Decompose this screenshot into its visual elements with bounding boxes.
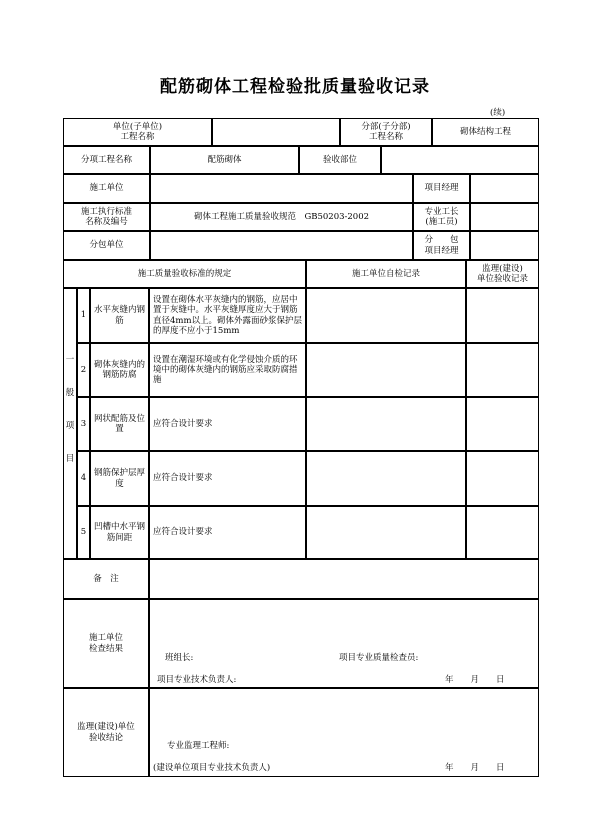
general-items-char-3: 项: [65, 420, 75, 431]
general-items-char-2: 般: [65, 387, 75, 398]
item-number: 2: [77, 343, 90, 397]
sub-item-label: 分项工程名称: [63, 146, 150, 174]
item-self-check-cell[interactable]: [306, 343, 466, 397]
item-name: 砌体灰缝内的钢筋防腐: [90, 343, 149, 397]
general-items-char-4: 目: [65, 453, 75, 464]
subcontract-pm-label-line1: 分 包: [424, 235, 459, 246]
owner-tech-lead-label: (建设单位项目专业技术负责人): [153, 763, 271, 773]
item-name: 水平灰缝内钢筋: [90, 288, 149, 343]
supervision-column-header: [466, 260, 539, 288]
supervision-conclusion-label: [63, 688, 149, 777]
tech-lead-label: 项目专业技术负责人:: [157, 675, 237, 685]
item-number: 5: [77, 506, 90, 559]
subcontract-pm-label: [413, 231, 470, 260]
inspection-form: [63, 118, 539, 777]
sub-item-value[interactable]: 配筋砌体: [150, 146, 299, 174]
acceptance-part-label: 验收部位: [299, 146, 381, 174]
construction-unit-label: 施工单位: [63, 174, 150, 203]
foreman-value[interactable]: [470, 203, 539, 231]
subcontract-unit-value[interactable]: [150, 231, 413, 260]
item-requirement: 设置在潮湿环境或有化学侵蚀介质的环境中的砌体灰缝内的钢筋应采取防腐措施: [149, 343, 306, 397]
foreman-label: [413, 203, 470, 231]
item-name: 网状配筋及位置: [90, 397, 149, 451]
continued-mark: (续): [490, 108, 506, 118]
item-supervision-cell[interactable]: [466, 506, 539, 559]
standard-label-line2: 名称及编号: [85, 217, 128, 227]
unit-project-value[interactable]: [212, 118, 340, 146]
item-self-check-cell[interactable]: [306, 397, 466, 451]
supervision-conclusion-label-line1: 监理(建设)单位: [77, 722, 135, 733]
construction-unit-value[interactable]: [150, 174, 413, 203]
item-requirement: 应符合设计要求: [149, 397, 306, 451]
standard-value[interactable]: 砌体工程施工质量验收规范 GB50203-2002: [150, 203, 413, 231]
standard-label: [63, 203, 150, 231]
general-items-label: [63, 288, 77, 559]
item-number: 3: [77, 397, 90, 451]
standard-label-line1: 施工执行标准: [80, 206, 132, 217]
sub-division-label: [340, 118, 432, 146]
subcontract-unit-label: 分包单位: [63, 231, 150, 260]
standard-column-header: 施工质量验收标准的规定: [63, 260, 306, 288]
item-number: 1: [77, 288, 90, 343]
sub-division-label-line2: 工程名称: [368, 132, 403, 142]
item-supervision-cell[interactable]: [466, 288, 539, 343]
quality-inspector-label: 项目专业质量检查员:: [339, 653, 419, 663]
project-manager-label: 项目经理: [413, 174, 470, 203]
item-name: 钢筋保护层厚度: [90, 451, 149, 506]
sub-division-label-line1: 分部(子分部): [361, 121, 411, 132]
supervising-engineer-label: 专业监理工程师:: [167, 741, 230, 751]
unit-project-label-line1: 单位(子单位): [112, 121, 163, 132]
item-number: 4: [77, 451, 90, 506]
item-requirement: 应符合设计要求: [149, 451, 306, 506]
unit-project-label: [63, 118, 212, 146]
item-self-check-cell[interactable]: [306, 506, 466, 559]
project-manager-value[interactable]: [470, 174, 539, 203]
item-supervision-cell[interactable]: [466, 343, 539, 397]
page-title: 配筋砌体工程检验批质量验收记录: [160, 77, 430, 97]
item-self-check-cell[interactable]: [306, 288, 466, 343]
item-supervision-cell[interactable]: [466, 451, 539, 506]
subcontract-pm-label-line2: 项目经理: [424, 245, 459, 256]
construction-check-label-line2: 检查结果: [88, 643, 123, 654]
item-requirement: 应符合设计要求: [149, 506, 306, 559]
subcontract-pm-value[interactable]: [470, 231, 539, 260]
team-leader-label: 班组长:: [165, 653, 194, 663]
foreman-label-line2: (施工员): [425, 217, 458, 227]
sub-division-value[interactable]: 砌体结构工程: [432, 118, 539, 146]
unit-project-label-line2: 工程名称: [120, 132, 155, 142]
supervision-date-label: 年 月 日: [445, 763, 505, 773]
acceptance-part-value[interactable]: [381, 146, 539, 174]
construction-check-label: [63, 599, 149, 688]
supervision-column-header-line1: 监理(建设): [482, 263, 523, 274]
remarks-label: 备 注: [63, 559, 149, 599]
general-items-char-1: 一: [65, 355, 75, 365]
construction-check-label-line1: 施工单位: [88, 633, 123, 644]
supervision-conclusion-label-line2: 验收结论: [88, 732, 123, 743]
item-requirement: 设置在砌体水平灰缝内的钢筋，应居中置于灰缝中。水平灰缝厚度应大于钢筋直径4mm以上。砌体外露面砂浆保护层的厚度不应小于15mm: [149, 288, 306, 343]
self-check-column-header: 施工单位自检记录: [306, 260, 466, 288]
construction-date-label: 年 月 日: [445, 675, 505, 685]
item-supervision-cell[interactable]: [466, 397, 539, 451]
remarks-value[interactable]: [149, 559, 539, 599]
item-self-check-cell[interactable]: [306, 451, 466, 506]
item-name: 凹槽中水平钢筋间距: [90, 506, 149, 559]
foreman-label-line1: 专业工长: [424, 206, 459, 217]
supervision-column-header-line2: 单位验收记录: [476, 274, 528, 284]
